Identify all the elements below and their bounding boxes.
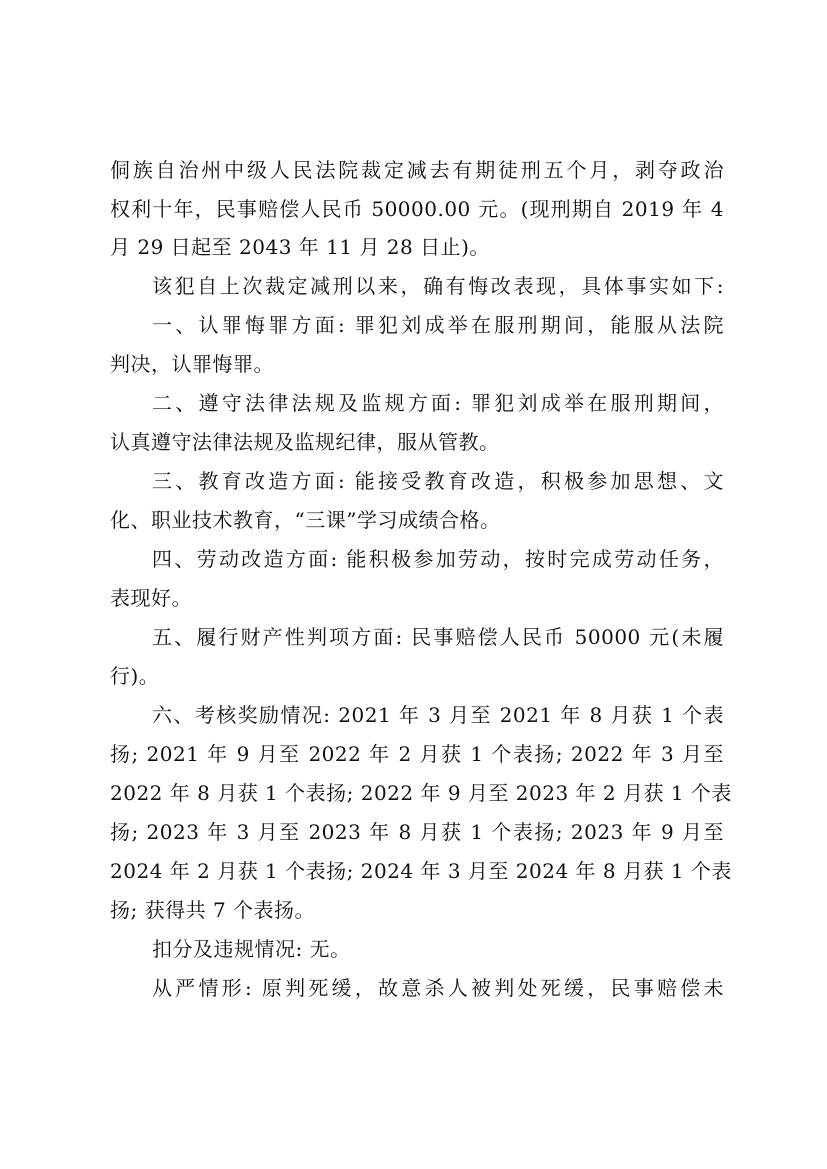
text-line: 行)。 — [110, 664, 160, 688]
text-line: 月 29 日起至 2043 年 11 月 28 日止)。 — [110, 235, 490, 259]
text-line: 表现好。 — [110, 586, 192, 610]
text-line: 扬; 2023 年 3 月至 2023 年 8 月获 1 个表扬; 2023 年 9 月至 — [110, 820, 724, 844]
text-line: 2024 年 2 月获 1 个表扬; 2024 年 3 月至 2024 年 8 月获 1 个表 — [110, 859, 732, 883]
paragraph-first-line: 扣分及违规情况: 无。 — [152, 937, 351, 961]
paragraph-first-line: 从严情形: 原判死缓，故意杀人被判处死缓，民事赔偿未 — [152, 976, 724, 1000]
text-line: 判决，认罪悔罪。 — [110, 352, 274, 376]
paragraph-first-line: 二、遵守法律法规及监规方面: 罪犯刘成举在服刑期间， — [152, 391, 724, 415]
text-line: 侗族自治州中级人民法院裁定减去有期徒刑五个月，剥夺政治 — [110, 158, 724, 182]
text-line: 权利十年，民事赔偿人民币 50000.00 元。(现刑期自 2019 年 4 — [110, 197, 724, 221]
text-line: 2022 年 8 月获 1 个表扬; 2022 年 9 月至 2023 年 2 月获 1 个表 — [110, 781, 732, 805]
text-line: 化、职业技术教育，“三课”学习成绩合格。 — [110, 508, 501, 532]
paragraph-first-line: 该犯自上次裁定减刑以来，确有悔改表现，具体事实如下: — [152, 274, 724, 298]
text-line: 认真遵守法律法规及监规纪律，服从管教。 — [110, 430, 500, 454]
paragraph-first-line: 一、认罪悔罪方面: 罪犯刘成举在服刑期间，能服从法院 — [152, 313, 724, 337]
paragraph-first-line: 六、考核奖励情况: 2021 年 3 月至 2021 年 8 月获 1 个表 — [152, 703, 724, 727]
paragraph-first-line: 五、履行财产性判项方面: 民事赔偿人民币 50000 元(未履 — [152, 625, 724, 649]
text-line: 扬; 获得共 7 个表扬。 — [110, 898, 316, 922]
paragraph-first-line: 四、劳动改造方面: 能积极参加劳动，按时完成劳动任务， — [152, 547, 724, 571]
text-line: 扬; 2021 年 9 月至 2022 年 2 月获 1 个表扬; 2022 年 3 月至 — [110, 742, 724, 766]
paragraph-first-line: 三、教育改造方面: 能接受教育改造，积极参加思想、文 — [152, 469, 724, 493]
